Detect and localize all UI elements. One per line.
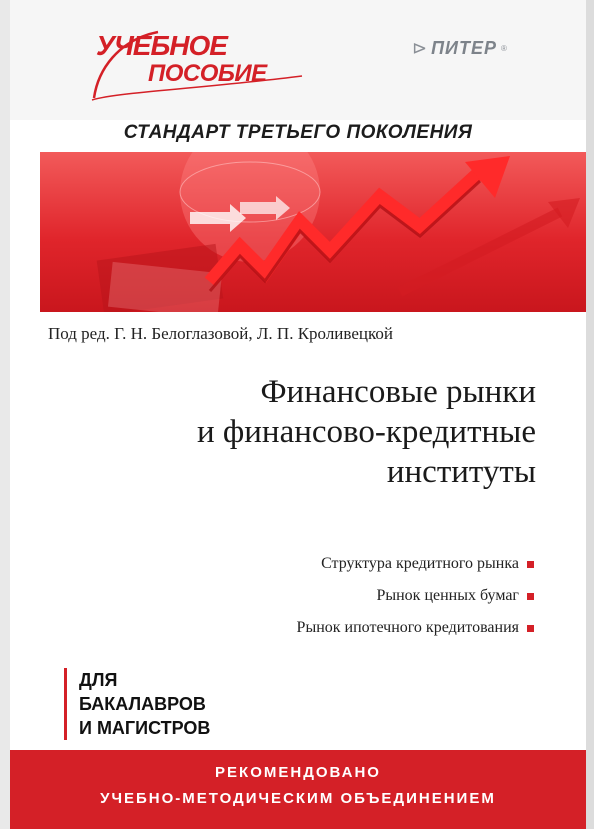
recommendation-line-2: УЧЕБНО-МЕТОДИЧЕСКИМ ОБЪЕДИНЕНИЕМ [100, 790, 496, 807]
cover-illustration [40, 152, 586, 312]
growth-chart-illustration-icon [40, 152, 586, 312]
topic-label: Рынок ипотечного кредитования [296, 619, 519, 636]
audience-label [64, 668, 210, 740]
editors-line: Под ред. Г. Н. Белоглазовой, Л. П. Кроливецкой [48, 324, 393, 343]
publisher-logo [412, 38, 507, 59]
topic-item [297, 548, 534, 580]
standard-label: СТАНДАРТ ТРЕТЬЕГО ПОКОЛЕНИЯ [123, 122, 473, 143]
square-bullet-icon [527, 593, 534, 600]
series-line-2: ПОСОБИЕ [148, 60, 267, 87]
recommendation-band [10, 750, 586, 829]
cover-left-edge [0, 0, 10, 829]
square-bullet-icon [527, 625, 534, 632]
publisher-name: ПИТЕР [431, 38, 497, 58]
publisher-registered-mark: ® [501, 44, 507, 53]
publisher-arrow-icon: ⊳ [412, 38, 428, 58]
topic-item [297, 612, 534, 644]
audience-line-1: ДЛЯ [79, 670, 118, 690]
cover-right-edge [586, 0, 594, 829]
title-line-1: Финансовые рынки [260, 374, 536, 410]
topic-item [297, 580, 534, 612]
square-bullet-icon [527, 561, 534, 568]
book-title [96, 372, 536, 492]
topic-label: Структура кредитного рынка [321, 555, 519, 572]
topic-label: Рынок ценных бумаг [376, 587, 519, 604]
series-logo [88, 30, 308, 100]
audience-line-3: И МАГИСТРОВ [79, 718, 211, 738]
audience-line-2: БАКАЛАВРОВ [79, 694, 206, 714]
recommendation-line-1: РЕКОМЕНДОВАНО [215, 764, 381, 781]
title-line-3: институты [386, 454, 536, 490]
title-line-2: и финансово-кредитные [196, 414, 536, 450]
series-line-1: УЧЕБНОЕ [96, 30, 227, 61]
topics-list [297, 548, 534, 644]
